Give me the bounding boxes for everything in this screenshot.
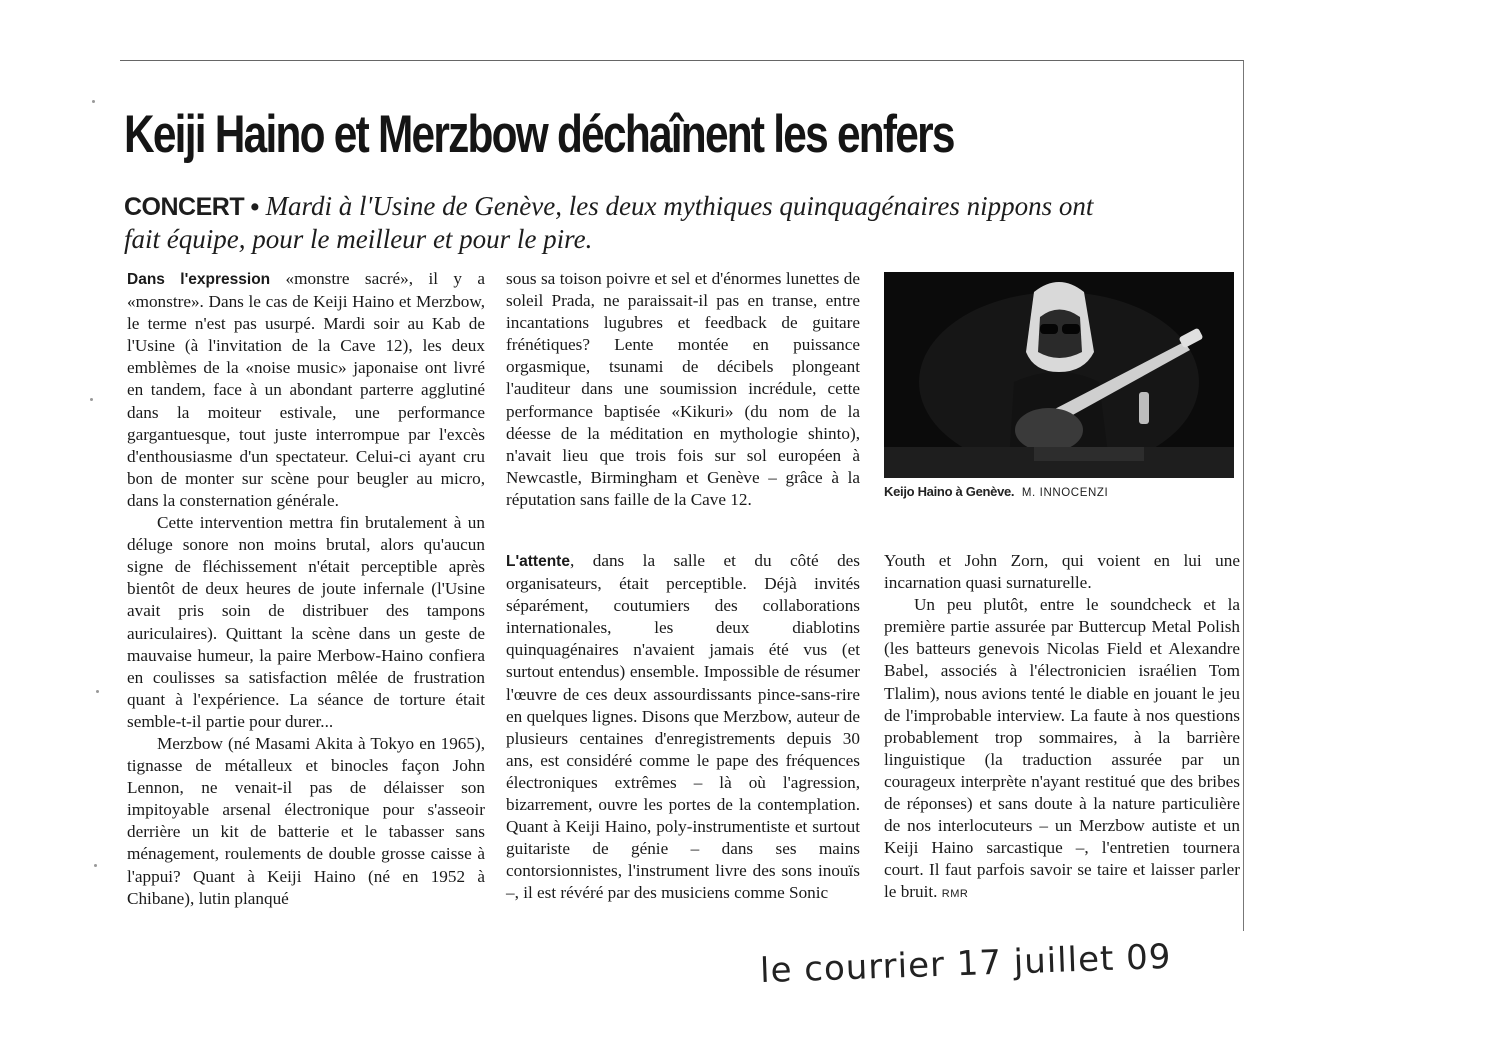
paragraph: Merzbow (né Masami Akita à Tokyo en 1965), tignasse de métalleux et binocles façon John Lennon, ne venait-il pas de délaisser son impitoyable arsenal électronique pour s'asseoir derrière un kit de batterie et le tabasser sans ménagement, roulements de double grosse caisse à l'appui? Quant à Keiji Haino (né en 1952 à Chibane), lutin planqué xyxy=(127,733,485,908)
guitarist-image xyxy=(884,272,1234,478)
paragraph xyxy=(506,550,860,905)
scan-speck xyxy=(90,398,93,401)
handwritten-note: le courrier 17 juillet 09 xyxy=(759,936,1173,992)
photo-credit: M. INNOCENZI xyxy=(1021,487,1109,499)
kicker: CONCERT • xyxy=(124,193,259,221)
column-1 xyxy=(127,268,485,910)
scan-speck xyxy=(94,864,97,867)
headline: Keiji Haino et Merzbow déchaînent les enfers xyxy=(124,105,954,164)
paragraph-text: «monstre sacré», il y a «monstre». Dans le cas de Keiji Haino et Merzbow, le terme n'est pas usurpé. Mardi soir au Kab de l'Usine (à l'invitation de la Cave 12), les deux emblèmes de la «noise music» japonaise ont livré en tandem, face à un abondant parterre agglutiné dans la moiteur estivale, une performance gargantuesque, tout juste interrompue par l'excès d'enthousiasme d'un spectateur. Celui-ci ayant cru bon de monter sur scène pour beugler au micro, dans la consternation générale. xyxy=(127,269,486,510)
scan-speck xyxy=(96,690,99,693)
paragraph-text: , dans la salle et du côté des organisateurs, était perceptible. Déjà invités séparément, coutumiers des collaborations internationales, les deux diablotins quinquagénaires n'avaient jamais été vus (et surtout entendus) ensemble. Impossible de résumer l'œuvre de ces deux assourdissants pince-sans-rire en quelques lignes. Disons que Merzbow, auteur de plusieurs centaines d'enregistrements depuis 30 ans, est considéré comme le pape des fréquences électroniques extrêmes – là où l'agression, bizarrement, ouvre les portes de la contemplation. Quant à Keiji Haino, poly-instrumentiste et surtout guitariste de génie – dans ses mains contorsionnistes, l'instrument livre des sons inouïs –, il est révéré par des musiciens comme Sonic xyxy=(506,551,860,903)
deck xyxy=(124,190,1124,255)
column-2-bottom xyxy=(506,550,860,905)
column-2-top xyxy=(506,268,860,511)
paragraph: Youth et John Zorn, qui voient en lui une incarnation quasi surnaturelle. xyxy=(884,551,1240,593)
deck-text: Mardi à l'Usine de Genève, les deux mythiques quinquagénaires nippons ont fait équipe, pour le meilleur et pour le pire. xyxy=(124,191,1094,254)
column-3 xyxy=(884,550,1240,906)
paragraph: sous sa toison poivre et sel et d'énormes lunettes de soleil Prada, ne paraissait-il pas en transe, entre incantations lugubres et feedback de guitare frénétiques? Lente montée en puissance orgasmique, tsunami de décibels plongeant l'auditeur dans une soumission incrédule, cette performance baptisée «Kikuri» (du nom de la déesse de la méditation en mythologie shinto), n'avait lieu que trois fois sur sol européen à Newcastle, Birmingham et Genève – grâce à la réputation sans faille de la Cave 12. xyxy=(506,269,860,509)
paragraph-text: Un peu plutôt, entre le soundcheck et la première partie assurée par Buttercup Metal Polish (les batteurs genevois Nicolas Field et Alexandre Babel, associés à l'électronicien israélien Tom Tlalim), nous avions tenté le diable en jouant le jeu de l'improbable interview. La faute à nos questions probablement trop sommaires, à la barrière linguistique (la traduction assurée par un courageux interprète n'ayant restitué que des bribes de réponses) et sans doute à la nature particulière de nos interlocuteurs – un Merzbow autiste et un Keiji Haino sarcastique –, l'entretien tournera court. Il faut parfois savoir se taire et laisser parler le bruit. xyxy=(884,595,1240,902)
scan-speck xyxy=(92,100,95,103)
lead-in: L'attente xyxy=(506,553,570,570)
caption-text: Keijo Haino à Genève. xyxy=(884,484,1015,499)
photo-caption xyxy=(884,484,1108,499)
paragraph xyxy=(127,268,485,512)
paragraph: Cette intervention mettra fin brutalement à un déluge sonore non moins brutal, alors qu'aucun signe de fléchissement n'était perceptible après bientôt de deux heures de joute infernale (l'Usine avait pris soin de distribuer des tampons auriculaires). Quittant la scène dans un geste de mauvaise humeur, la paire Merbow-Haino confiera en coulisses sa satisfaction mêlée de frustration quant à l'expérience. La séance de torture était semble-t-il partie pour durer... xyxy=(127,513,485,731)
concert-photo xyxy=(884,272,1234,478)
author-signature: RMR xyxy=(941,888,969,901)
paragraph xyxy=(884,594,1240,905)
lead-in: Dans l'expression xyxy=(127,271,271,288)
